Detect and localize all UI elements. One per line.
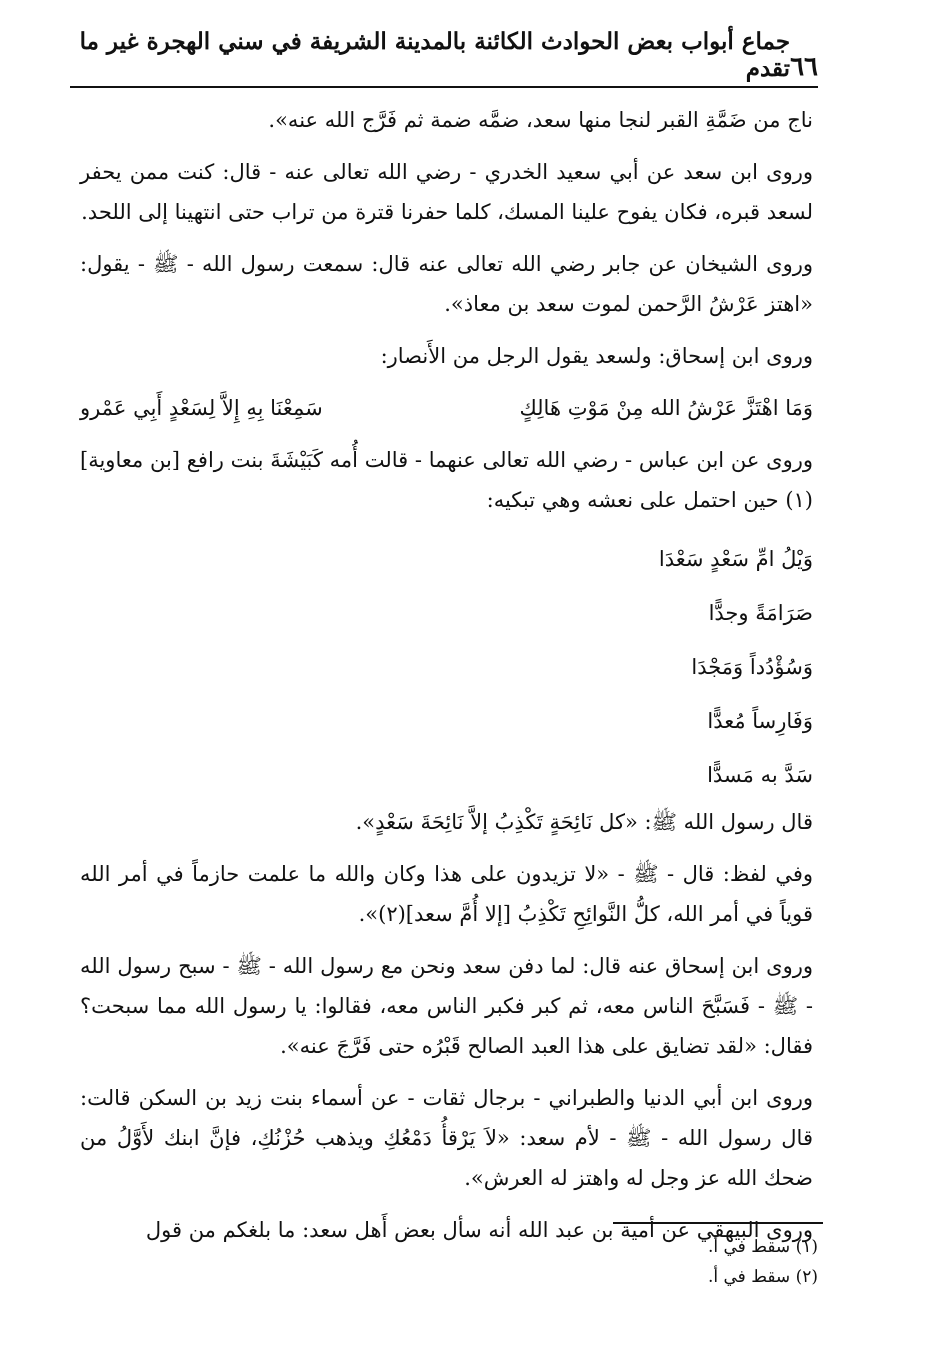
paragraph-6: قال رسول الله ﷺ: «كل نَائِحَةٍ تَكْذِبُ إلاَّ نَائِحَةَ سَعْدٍ». [355,810,813,834]
elegy-line: سَدَّ به مَسدًّا [707,763,813,787]
page-number: ٦٦ [790,52,818,82]
poem-second-hemistich: سَمِعْنَا بِهِ إِلاَّ لِسَعْدٍ أَبِي عَمْرو [80,396,323,420]
elegy-verses [80,532,813,802]
paragraph-2: وروى ابن سعد عن أبي سعيد الخدري - رضي الله تعالى عنه - قال: كنت ممن يحفر لسعد قبره، فكان يفوح علينا المسك، كلما حفرنا قترة من تراب حتى انتهينا إلى اللحد. [80,160,813,224]
main-text [80,100,813,1262]
paragraph-1: ناج من ضَمَّةِ القبر لنجا منها سعد، ضمَّه ضمة ثم فَرَّج الله عنه». [268,108,813,132]
running-title: جماع أبواب بعض الحوادث الكائنة بالمدينة الشريفة في سني الهجرة غير ما تقدم [79,28,791,82]
paragraph-10: وروى البيهقي عن أمية بن عبد الله أنه سأل بعض أَهل سعد: ما بلغكم من قول [145,1218,813,1242]
elegy-line: وَيْلُ امِّ سَعْدٍ سَعْدَا [658,547,813,571]
footnote-2: (٢) سقط في أ. [707,1267,818,1287]
elegy-line: وَفَارِساً مُعدًّا [707,709,813,733]
poem-verse [80,388,813,428]
footnote-divider [613,1222,823,1224]
footnotes [400,1232,818,1292]
elegy-line: وَسُؤْدُداً وَمَجْدَا [691,655,813,679]
footnote-1: (١) سقط في أ. [707,1237,818,1257]
elegy-line: صَرَامَةً وجدًّا [708,601,813,625]
paragraph-4: وروى ابن إسحاق: ولسعد يقول الرجل من الأَنصار: [380,344,813,368]
paragraph-3: وروى الشيخان عن جابر رضي الله تعالى عنه قال: سمعت رسول الله - ﷺ - يقول: «اهتز عَرْشُ الرَّحمن لموت سعد بن معاذ». [80,252,813,316]
paragraph-8: وروى ابن إسحاق عنه قال: لما دفن سعد ونحن مع رسول الله - ﷺ - سبح رسول الله - ﷺ - فَسَبَّحَ الناس معه، ثم كبر فكبر الناس معه، فقالوا: يا رسول الله مما سبحت؟ فقال: «لقد تضايق على هذا العبد الصالح قَبْرُه حتى فَرَّجَ عنه». [80,954,813,1058]
poem-first-hemistich: وَمَا اهْتَزَّ عَرْشُ الله مِنْ مَوْتِ هَالِكٍ [519,396,813,420]
paragraph-7: وفي لفظ: قال - ﷺ - «لا تزيدون على هذا وكان والله ما علمت حازماً في أمر الله قوياً في أمر الله، كلُّ النَّوائِحِ تَكْذِبُ [إلا أُمَّ سعد](٢)». [80,862,813,926]
page-header [70,28,818,88]
paragraph-5: وروى عن ابن عباس - رضي الله تعالى عنهما - قالت أُمه كَبَيْشَةَ بنت رافع [بن معاوية](١) حين احتمل على نعشه وهي تبكيه: [80,448,813,512]
paragraph-9: وروى ابن أبي الدنيا والطبراني - برجال ثقات - عن أسماء بنت زيد بن السكن قالت: قال رسول الله - ﷺ - لأم سعد: «لاَ يَرْقأُ دَمْعُكِ ويذهب حُزْنُكِ، فإنَّ ابنك لأَوَّلُ من ضحك الله عز وجل له واهتز له العرش». [80,1086,813,1190]
